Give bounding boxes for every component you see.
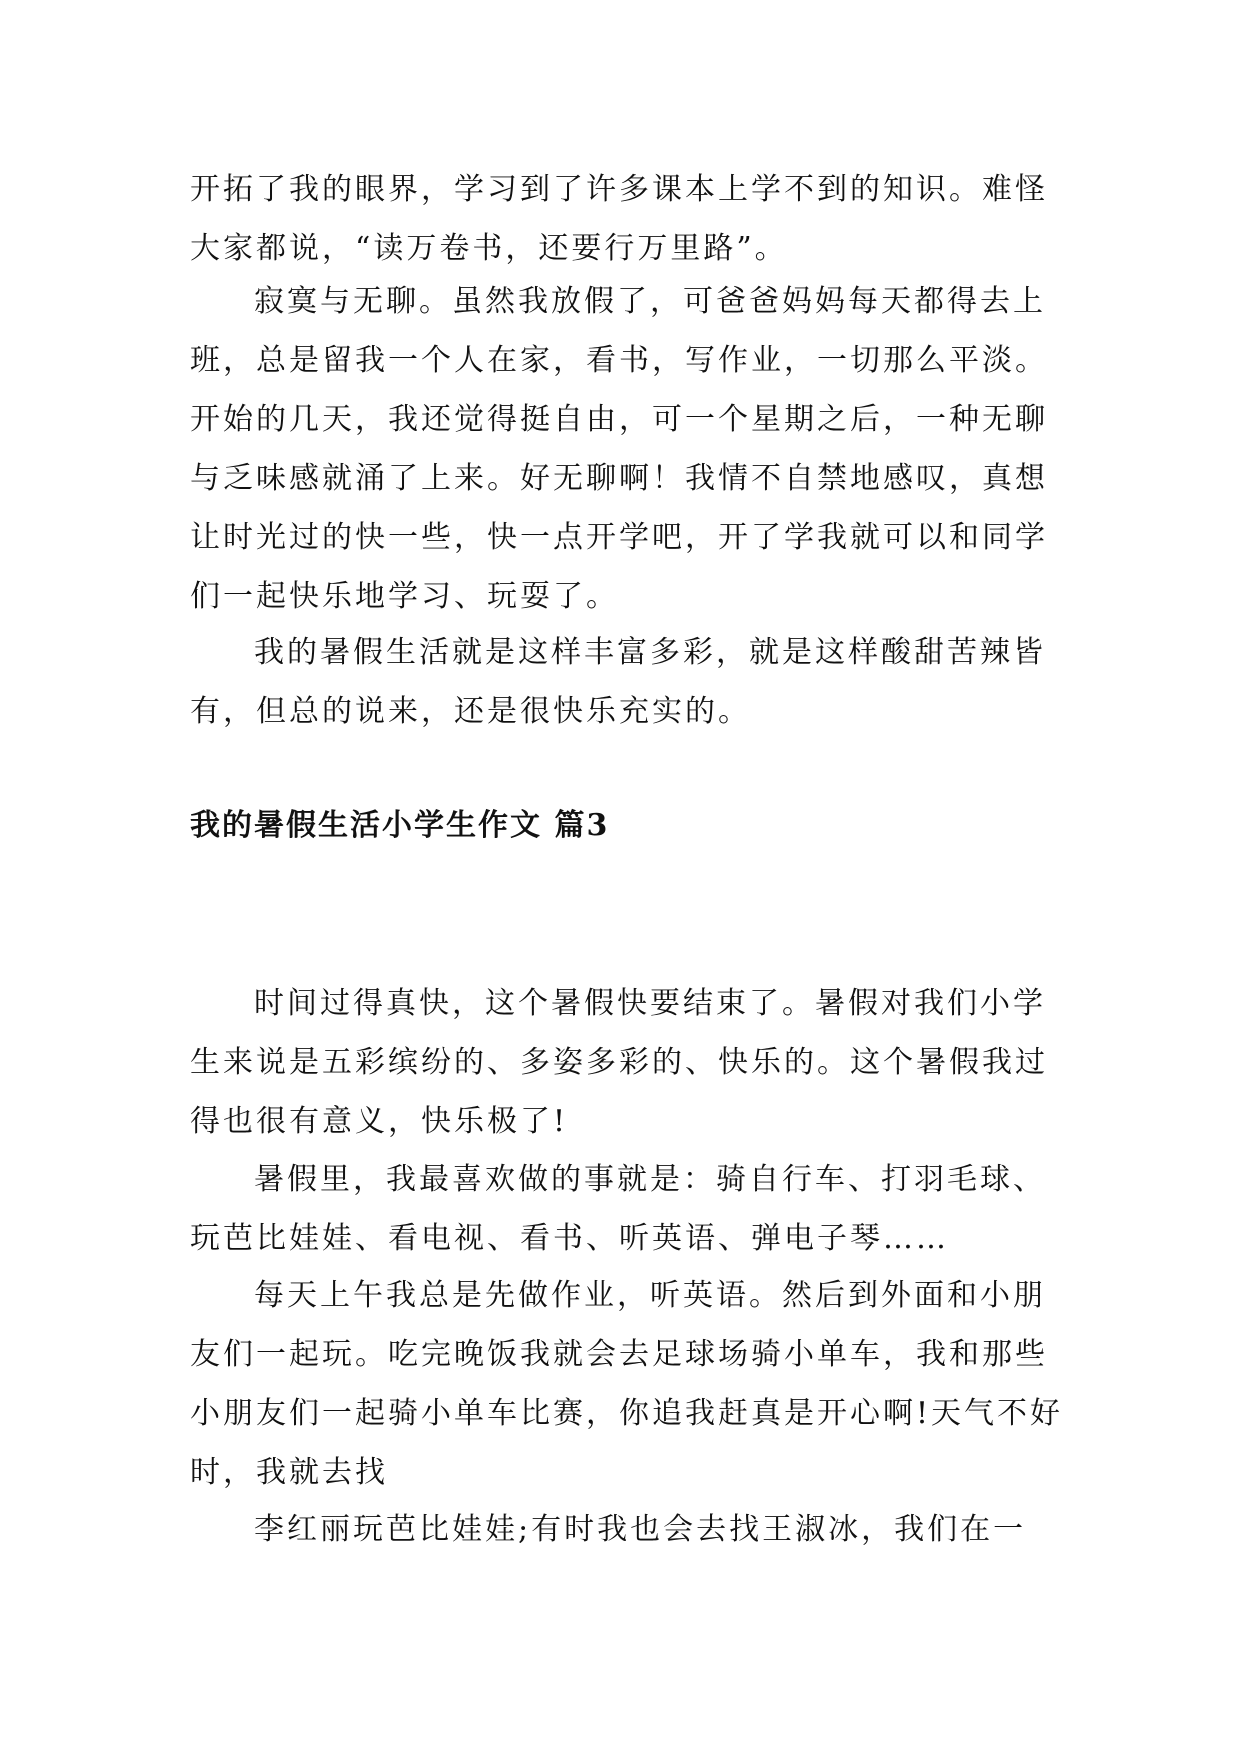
paragraph-boredom: 寂寞与无聊。虽然我放假了，可爸爸妈妈每天都得去上班，总是留我一个人在家，看书，写作业，一切那么平淡。开始的几天，我还觉得挺自由，可一个星期之后，一种无聊与乏味感就涌了上来。好无聊啊！我情不自禁地感叹，真想让时光过的快一些，快一点开学吧，开了学我就可以和同学们一起快乐地学习、玩耍了。 xyxy=(190,284,1048,614)
paragraph-daily-routine: 每天上午我总是先做作业，听英语。然后到外面和小朋友们一起玩。吃完晚饭我就会去足球场骑小单车，我和那些小朋友们一起骑小单车比赛，你追我赶真是开心啊!天气不好时，我就去找 xyxy=(190,1278,1064,1490)
paragraph-intro: 时间过得真快，这个暑假快要结束了。暑假对我们小学生来说是五彩缤纷的、多姿多彩的、快乐的。这个暑假我过得也很有意义，快乐极了! xyxy=(190,986,1048,1139)
paragraph-hobbies: 暑假里，我最喜欢做的事就是：骑自行车、打羽毛球、玩芭比娃娃、看电视、看书、听英语、弹电子琴…… xyxy=(190,1162,1046,1256)
paragraph-continuation: 开拓了我的眼界，学习到了许多课本上学不到的知识。难怪大家都说，“读万卷书，还要行万里路”。 xyxy=(190,172,1048,266)
paragraph-summary: 我的暑假生活就是这样丰富多彩，就是这样酸甜苦辣皆有，但总的说来，还是很快乐充实的。 xyxy=(190,635,1046,729)
section-heading: 我的暑假生活小学生作文 篇3 xyxy=(190,808,610,843)
paragraph-friends: 李红丽玩芭比娃娃;有时我也会去找王淑冰，我们在一 xyxy=(254,1512,1027,1547)
